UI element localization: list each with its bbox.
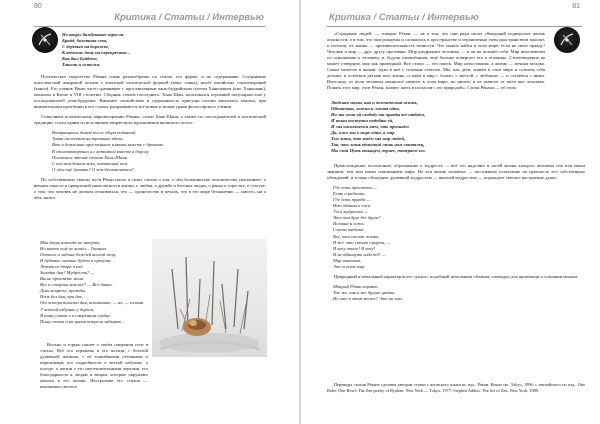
right-page <box>301 0 600 424</box>
verse-line: Тем лишь, что зовём мы мир людей, <box>331 136 406 142</box>
verse-line: В столпотворении я с котомкой вместе в дорогу. <box>52 148 150 154</box>
left-body-top <box>34 74 266 205</box>
verse-line: Как был Буддизм, <box>62 56 98 62</box>
verse-line: Мир изменчив, <box>333 257 362 263</box>
verse-line: Полночное чтение стихов Хань-Шаня. <box>52 154 128 160</box>
verse-line: Возвращаюсь домой после сбора подаяний. <box>52 130 137 136</box>
verse-line: Что они друг без друга? <box>333 215 381 221</box>
verse-line: Обманчива, ложна и лжива одна, <box>331 106 400 112</box>
verse-line: Да, а все мы в мире одни, а мир <box>331 130 395 136</box>
verse-line: Людская молва, как и человеческая жизнь, <box>331 100 418 105</box>
verse-line: Оттого и ладони дождей весной жар, <box>40 252 117 258</box>
poem-block <box>331 100 571 154</box>
verse-line: Но вокруг бамбуковые заросли. <box>62 32 125 37</box>
verse-line: Но что в этом месте? Это он сам. <box>333 295 403 301</box>
right-body-middle <box>327 163 585 306</box>
paragraph: Природный и печальный характер всего сущего, подобный печальным облакам, очевиден для проповеди о сознании монаха. <box>334 273 579 279</box>
poem-block <box>333 185 585 270</box>
verse-line: Ум и мудрость — <box>333 209 368 215</box>
circle-emblem-icon <box>32 27 58 53</box>
verse-line: Так, что лишь одинокий лишь нам скиталец, <box>331 142 425 148</box>
paragraph: «Страдание людей, — говорит Рёкан, — не в том, что они ради своих убеждений подвергают жизнь опасности, а в том, что они рождены и сложились в пространстве и ограниченно этим пространством мыслят, и поэтому их жизнь — противоположность вечности. Что можно найти в этом мире, если не свою правду? Человек и мир — друг другу противны. Мир раздражает человека — и он не познаёт себя. Мир нечеловечен по отношению к человеку и, будучи оживлённым, ещё больше повергает его в отчаяние. Стихотворение не может утвердить мир как праведный. Все стихи — это поиск. Мир непостижим, а жизнь — вечная загадка. Самое нелепое в жизни: идти в неё с готовым ответом. Мы, как дети, живём в этом мире и сознаём себя детьми, и остаёмся детьми всю жизнь, и идём в мир с болью, с мечтой, с любовью — и остаёмся с ними. Воистину, от воли человека немногое зависит в этом мире, но ничего и не зависит от воли вне человека. Понять этот мир, учит Рёкан, значит: жить в согласии с его природой». Стихи Рёкана — об этом. <box>327 31 545 91</box>
verse-line: И мы отличаемся тем, что признаём <box>331 124 409 130</box>
right-running-title: Критика / Статьи / Интервью <box>329 12 479 23</box>
paragraph: Созвучным поэтическому мировоззрению Рёкана, стихи Хань-Шаня, а также его последователей в поэтической традиции, стали одним из источников творческого вдохновения японского поэта: <box>34 114 266 126</box>
left-body-bottom <box>40 342 148 394</box>
verse-line: Моя дверь никогда не заперта, <box>40 240 101 245</box>
verse-line: И наши поступки подобны ей, <box>331 118 394 124</box>
verse-line: С деревьев на дорожке, <box>62 44 110 50</box>
verse-line: Трава шелестит на тропинке вдоль. <box>52 136 124 142</box>
footnote <box>327 382 585 398</box>
verse-line: С наслаждением всяк, читающий мои. <box>52 160 129 166</box>
paragraph: Происхождение, воспитание, образование и мудрость — всё это наделяет в своей жизни каждого человека тем или иным знанием, тем или иным пониманием мира. Но вся жизнь человека — постоянное испытание на прочность его собственных убеждений, и только обладание душевной мудростью — высшей мудростью — порождает светлое настроение души. <box>327 163 585 181</box>
left-page-number: 80 <box>34 3 42 10</box>
poem-block <box>333 284 585 302</box>
verse-line: И дубовые листья, будто в прогулке <box>40 258 111 264</box>
verse-line: И не обмануть надежд! — <box>333 251 386 257</box>
verse-line: Все и сторона моя все? — Всё давно. <box>40 282 113 288</box>
verse-line: Но мы сами ей свободу от правды все отдаём, <box>331 112 426 118</box>
verse-line: Где есть правда — <box>333 197 371 203</box>
verse-line: Это и есть мир. <box>333 263 366 269</box>
verse-line: Есть и радость. <box>333 191 366 197</box>
verse-line: Вы не прочтёте меня. <box>40 276 84 282</box>
paragraph: По собственному своему пути Рёкан писал в своих стихах о том, о чём большинство человечества умалчивает: о вечном смысле и прекрасной мимолётности жизни, о любви, о дружбе и близких людях, о ранах и горестях, о счастье, о том, что человек не должен отчаиваться, что — одиночество и печаль, что в это мире бесконечно — ничего, ни о чём, ничто. <box>34 176 266 200</box>
verse-line: Такими и остался. <box>62 62 101 68</box>
verse-line: Все, что стоит жизни, <box>333 233 380 239</box>
left-poem-column <box>40 240 148 329</box>
left-page <box>0 0 299 424</box>
snow-flower-photo <box>152 239 267 357</box>
paragraph: Поэтическое творчество Рёкана очень разнообразно по стилю, его форме, и по содержанию. Соединение классической жанровой поэзии с японской поэтической формой (вака, танка), налёт китайских стихотворений (канси). Его ученик Рёкан часто сравнивает с прославленным чань-буддийским поэтом Ханьшанем (кит. Ханьшань), монахом в Китае в VIII столетии. Сборник стихов последнего, Хань-Шан, пользовался огромной популярностью у последователей дзэн-буддизма. Внешнее спокойствие и сдержанность присущи поэзии японского монаха, при внимательном прочтении в его стихах раскрываются всё новые и новые грани философского учения. <box>34 74 266 110</box>
verse-line: От осторожности дня, вспоминаю, — ах, — солома <box>40 300 144 306</box>
verse-line: О чём ещё думать? О чём беспокоиться? <box>52 166 134 172</box>
footnote-text: Переводы стихов Рёкана сделаны автором статьи с японского языка по изд.: Рёкан. Кокон сю. Tokyo, 1996; с английского по изд.: One Robe, One Bowl: The Zen poetry of Ryokan. New York — Tokyo, 1977; Stephen Addiss. The Art of Zen. New York, 1989. <box>327 382 585 393</box>
verse-line: Слиты воедино. <box>333 227 365 233</box>
paragraph: Вольно и горько пишет о своём смирении поэт в стихах. Всё это отражено в его поэзии, с богатой душевной жизнью, с её тончайшими оттенками и переливами; его подробности о ветхой избушке, о погоде, о жизни с его неутешительными чертами, его благодарность к людям и вещам, которые окружают монаха в его жизни. Настроение его стихов — неизменно светлое. <box>40 342 148 390</box>
verse-line: Мокрый Рёкан кормит <box>333 283 378 289</box>
verse-line: Я пишу стихи и в смиренном сердце <box>40 312 111 318</box>
verse-line: И всё, что стоит смерти, — <box>333 239 391 245</box>
right-header-rule <box>327 26 582 27</box>
verse-line: К ветхому дому на перекрестке... <box>62 50 131 56</box>
verse-line: Вот в безмолвии простенькие клятвы вместе с дровами. <box>52 142 164 148</box>
epigraph-lines <box>62 32 262 68</box>
verse-line: Летят со двора в сад. <box>40 264 84 270</box>
verse-line: Брайд, болотная сова, <box>62 38 108 44</box>
verse-line: Я хочу этого! Я хочу! <box>333 245 376 251</box>
poem-block <box>40 240 148 325</box>
left-running-title: Критика / Статьи / Интервью <box>114 12 264 23</box>
verse-line: Истина и ложь <box>333 221 364 227</box>
verse-line: Пишу стихи и на время встречи забываю... <box>40 318 125 324</box>
verse-line: У ветхой избушки у дороги, <box>40 306 95 312</box>
verse-line: Где есть простота — <box>333 185 378 191</box>
verse-line: Ночь без дня, при дне, <box>40 294 84 300</box>
verse-line: Загадка дня? Мудрость? — <box>40 270 95 276</box>
left-header-rule <box>34 26 265 27</box>
right-page-number: 81 <box>572 3 580 10</box>
verse-line: Но никто ещё не вошёл... Тишина. <box>40 246 107 252</box>
circle-emblem-icon <box>554 27 580 53</box>
right-poem-block <box>331 100 571 158</box>
epigraph-poem <box>62 32 262 72</box>
verse-line: Так же, как и все другие цветы. <box>333 289 396 295</box>
verse-line: День встречи, проводы. <box>40 288 87 294</box>
verse-line: Мы свой Путь отыщем, вернее, потеряем его. <box>331 148 426 154</box>
verse-line: Нет обмана и лжи. <box>333 203 372 209</box>
right-body-top <box>327 31 545 95</box>
poem-block <box>52 130 266 172</box>
